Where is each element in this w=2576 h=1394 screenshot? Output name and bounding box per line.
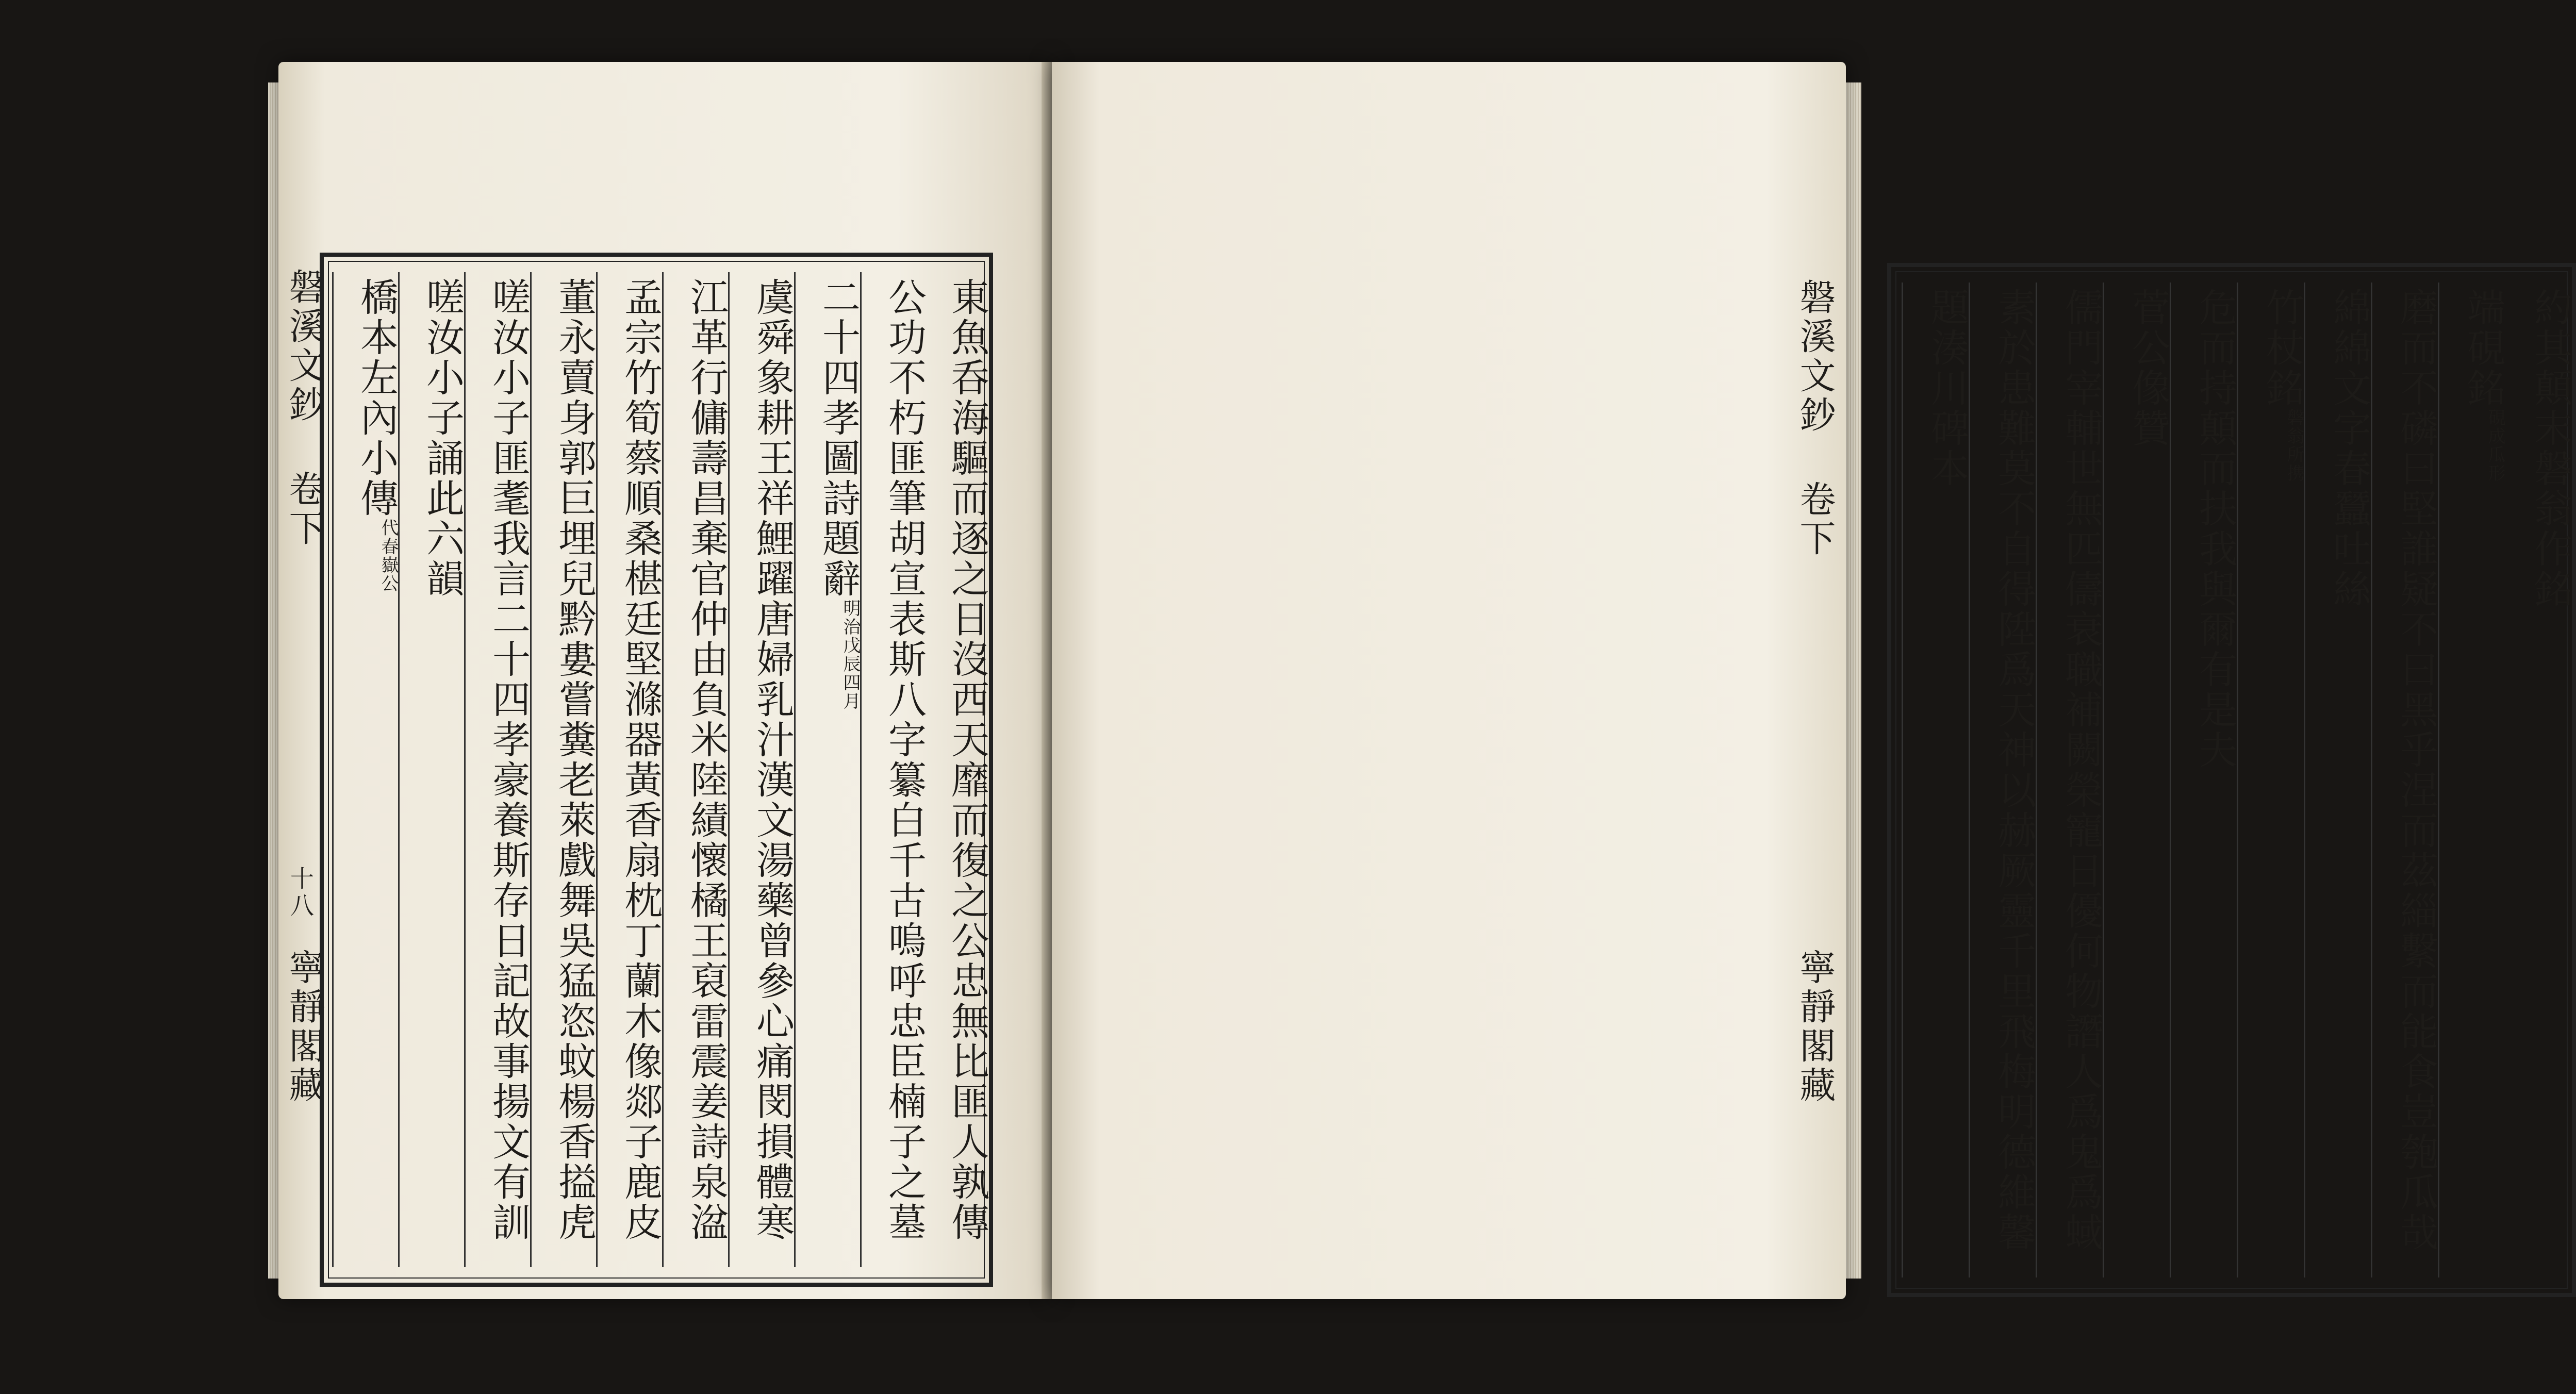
left-col-7: 董永賣身郭巨埋兒黔婁嘗糞老萊戲舞吳猛恣蚊楊香搤虎 bbox=[530, 272, 596, 1267]
right-col-6: 危而持顛而扶我與爾有是夫 bbox=[2170, 283, 2237, 1277]
right-col-2: 端硯銘 硯成瓜形 bbox=[2438, 283, 2505, 1277]
open-book bbox=[268, 62, 2572, 1299]
right-col-8: 儒門宰輔世無匹儔衰職補闕榮寵日優何物譖人爲鬼爲蜮 bbox=[2036, 283, 2103, 1277]
right-col-7: 菅公像贊 bbox=[2103, 283, 2170, 1277]
right-col-4: 綿綿文字春蠶吐絲 bbox=[2304, 283, 2371, 1277]
left-col-8: 嗟汝小子匪耄我言二十四孝豪養斯存日記故事揚文有訓 bbox=[464, 272, 530, 1267]
left-col-4: 虞舜象耕王祥鯉躍唐婦乳汁漢文湯藥曾參心痛閔損體寒 bbox=[728, 272, 794, 1267]
right-col-10: 題湊川碑本 bbox=[1902, 283, 1969, 1277]
right-col-3: 磨而不磷曰堅誰疑不曰黑乎涅而茲緇繫而能食豈匏瓜哉 bbox=[2371, 283, 2438, 1277]
left-page-number: 十八 bbox=[287, 866, 315, 920]
left-collection-mark: 寧靜閣藏 bbox=[283, 949, 325, 1105]
left-text-frame bbox=[320, 253, 993, 1287]
left-col-2: 公功不朽匪筆胡宣表斯八字纂白千古嗚呼忠臣楠子之墓 bbox=[860, 272, 926, 1267]
left-col-3: 二十四孝圖詩題辭 明治戊辰四月 bbox=[794, 272, 860, 1267]
right-text-frame bbox=[1887, 263, 2576, 1297]
right-col-5: 竹杖銘 磐翁所携 bbox=[2237, 283, 2304, 1277]
left-page bbox=[278, 62, 1052, 1299]
left-col-9: 嗟汝小子誦此六韻 bbox=[398, 272, 464, 1267]
left-col-1: 東魚呑海驅而逐之日沒西天靡而復之公忠無比匪人孰傳 bbox=[945, 277, 989, 1242]
right-page bbox=[1052, 62, 2572, 1299]
left-col-6: 孟宗竹筍蔡順桑椹廷堅滌器黃香扇枕丁蘭木像郯子鹿皮 bbox=[596, 272, 662, 1267]
right-collection-mark: 寧靜閣藏 bbox=[1794, 949, 1836, 1105]
left-col-5: 江革行傭壽昌棄官仲由負米陸績懷橘王裒雷震姜詩泉湓 bbox=[662, 272, 728, 1267]
right-col-1: 約其顛末磐翁作銘 bbox=[2528, 288, 2572, 609]
right-col-9: 素於患難莫不自得陞爲天神以赫厥靈千里飛梅明德維馨 bbox=[1969, 283, 2036, 1277]
right-margin-title: 磐溪文鈔 卷下 bbox=[1794, 278, 1836, 559]
left-col-10: 橋本左內小傳 代春嶽公 bbox=[332, 272, 398, 1267]
left-margin-title: 磐溪文鈔 卷下 bbox=[283, 268, 325, 549]
